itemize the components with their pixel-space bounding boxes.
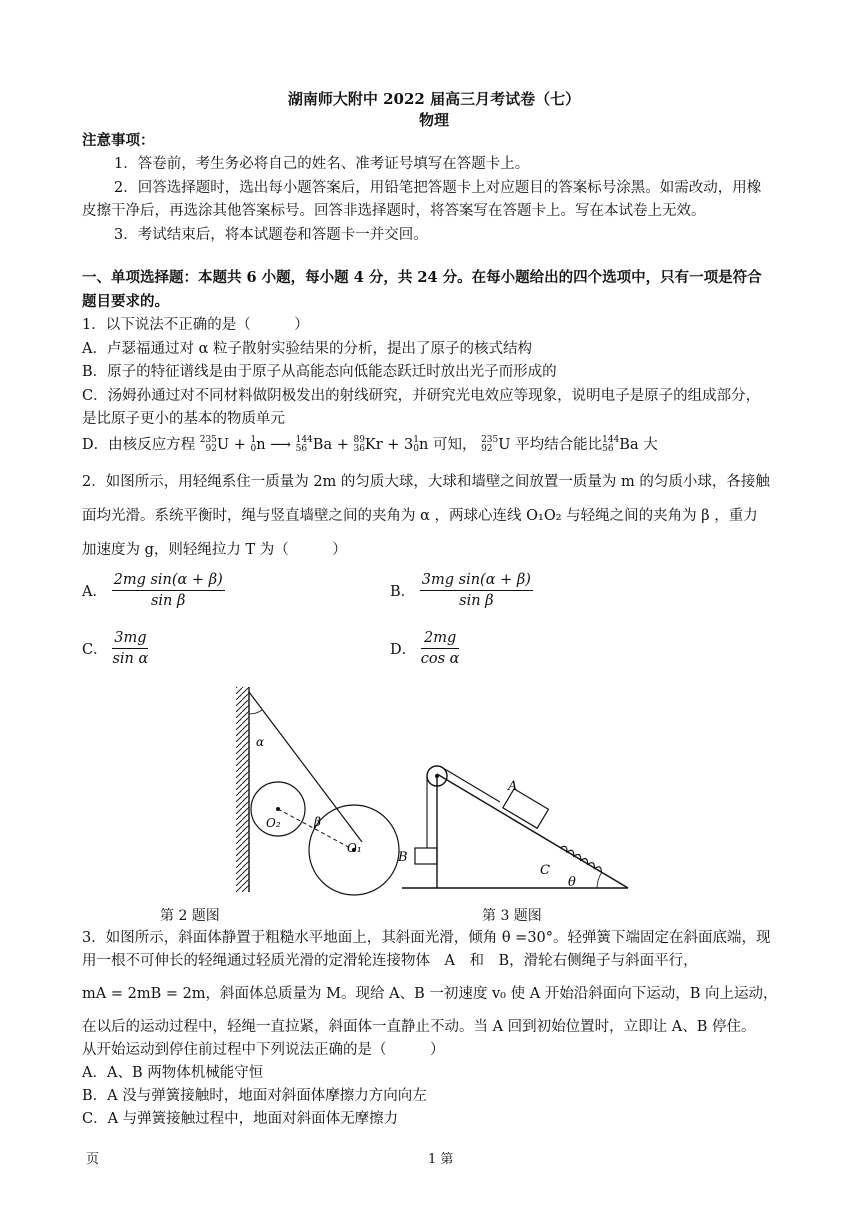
figure-2-diagram (230, 682, 400, 897)
footer-page-left: 页 (86, 1152, 100, 1167)
q2-stem-cont: 加速度为 g，则轻绳拉力 T 为（ ） (82, 542, 347, 558)
incline (437, 774, 628, 888)
notice-heading: 注意事项： (82, 132, 155, 149)
q3-stem-cont: 在以后的运动过程中，轻绳一直拉紧，斜面体一直静止不动。当 A 回到初始位置时，立即让 A、B 停住。 (82, 1019, 756, 1035)
q3-option-a: A．A、B 两物体机械能守恒 (82, 1065, 264, 1081)
exam-title: 湖南师大附中 2022 届高三月考试卷（七） (287, 90, 581, 108)
o1-label: O₁ (347, 841, 362, 855)
label-c: C (540, 863, 550, 878)
q1-option-d: D．由核反应方程 235 92U + 1 0n ⟶ 144 56 Ba + 89 36Kr + 31 0n 可知， 235 92 U 平均结合能比144 56 Ba 大 (82, 435, 658, 454)
figure-3-caption: 第 3 题图 (482, 908, 542, 924)
q2-option-a: A． $\frac{\text{2mg sin(α + β)}}{\text{sin β}}$ (82, 572, 223, 609)
q1-option-c-cont: 是比原子更小的基本的物质单元 (82, 411, 285, 427)
q2-stem: 2．如图所示，用轻绳系住一质量为 2m 的匀质大球，大球和墙壁之间放置一质量为 m 的匀质小球，各接触 (82, 474, 770, 490)
q2-option-b: B． $\frac{\text{3mg sin(α + β)}}{\text{sin β}}$ (390, 572, 531, 609)
q3-option-b: B．A 没与弹簧接触时，地面对斜面体摩擦力方向向左 (82, 1088, 427, 1104)
q3-stem-cont: 用一根不可伸长的轻绳通过轻质光滑的定滑轮连接物体 A 和 B，滑轮右侧绳子与斜面平行， (82, 953, 698, 969)
notice-item: 3．考试结束后，将本试题卷和答题卡一并交回。 (114, 227, 428, 243)
nuclear-equation: 235 92U + 1 0n ⟶ 144 56 Ba + 89 36Kr + 31 0n (199, 435, 433, 454)
figure-3-diagram (392, 760, 637, 895)
section-heading: 一、单项选择题：本题共 6 小题，每小题 4 分，共 24 分。在每小题给出的四个选项中，只有一项是符合 (82, 269, 762, 286)
wall-hatch (236, 687, 249, 892)
q3-stem-cont: mA = 2mB = 2m，斜面体总质量为 M。现给 A、B 一初速度 v₀ 使 A 开始沿斜面向下运动，B 向上运动， (82, 986, 778, 1002)
q1-stem: 1．以下说法不正确的是（ ） (82, 317, 309, 333)
q2-stem-cont: 面均光滑。系统平衡时，绳与竖直墙壁之间的夹角为 α ，两球心连线 O₁O₂ 与轻绳之间的夹角为 β ，重力 (82, 508, 758, 524)
notice-item: 2．回答选择题时，选出每小题答案后，用铅笔把答题卡上对应题目的答案标号涂黑。如需改动，用橡 (114, 180, 762, 196)
alpha-label: α (256, 735, 265, 749)
label-theta: θ (568, 875, 576, 890)
o2-label: O₂ (266, 816, 281, 830)
alpha-arc (249, 710, 262, 714)
label-b: B (398, 850, 408, 865)
q1-option-a: A．卢瑟福通过对 α 粒子散射实验结果的分析，提出了原子的核式结构 (82, 341, 532, 357)
q2-option-c: C． $\frac{3mg}{\text{sin α}}$ (82, 630, 149, 667)
q1-option-c: C．汤姆孙通过对不同材料做阴极发出的射线研究，并研究光电效应等现象，说明电子是原子的组成部分， (82, 388, 761, 404)
block-a (503, 789, 549, 828)
notice-item: 皮擦干净后，再选涂其他答案标号。回答非选择题时，将答案写在答题卡上。写在本试卷上无效。 (82, 203, 706, 219)
block-b (415, 848, 437, 864)
label-a: A (508, 779, 518, 794)
q3-stem-cont: 从开始运动到停住前过程中下列说法正确的是（ ） (82, 1042, 445, 1058)
beta-label: β (314, 815, 321, 829)
section-heading-cont: 题目要求的。 (82, 293, 169, 310)
notice-item: 1．答卷前，考生务必将自己的姓名、准考证号填写在答题卡上。 (114, 156, 530, 172)
subject-title: 物理 (418, 111, 449, 129)
theta-arc (597, 872, 602, 888)
rope-to-a (443, 768, 500, 802)
spring (560, 845, 603, 873)
q1-option-b: B．原子的特征谱线是由于原子从高能态向低能态跃迁时放出光子而形成的 (82, 364, 557, 380)
q2-option-d: D． $\frac{2mg}{\text{cos α}}$ (390, 630, 460, 667)
figure-2-caption: 第 2 题图 (160, 908, 220, 924)
q3-stem: 3．如图所示，斜面体静置于粗糙水平地面上，其斜面光滑，倾角 θ =30°。轻弹簧下端固定在斜面底端，现 (82, 930, 771, 946)
footer-page-number: 1 第 (428, 1152, 454, 1167)
q3-option-c: C．A 与弹簧接触过程中，地面对斜面体无摩擦力 (82, 1111, 399, 1127)
